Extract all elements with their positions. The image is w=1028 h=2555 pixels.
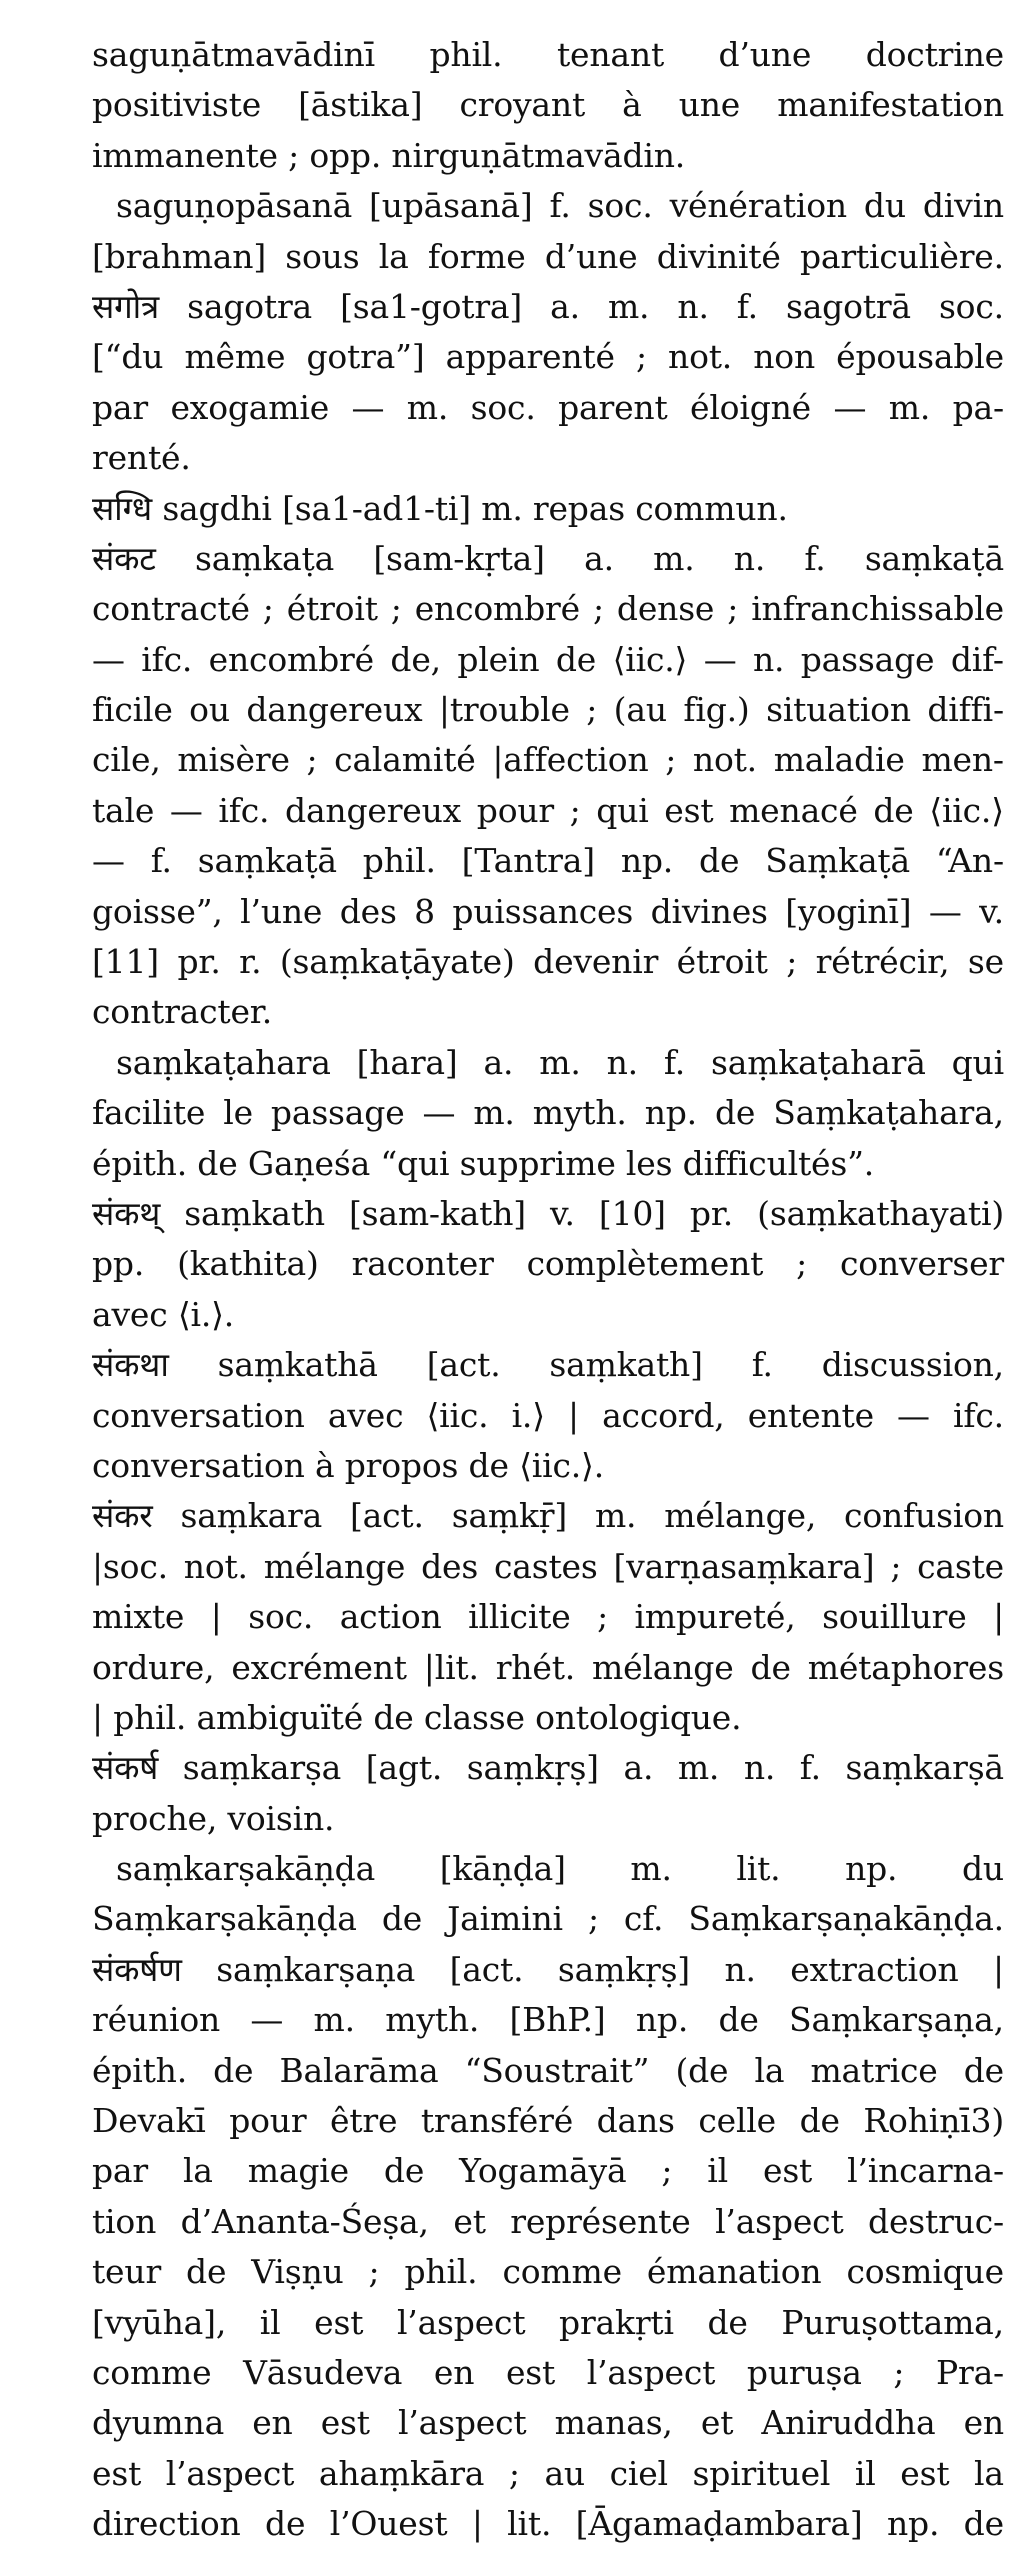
text-line: संकट saṃkaṭa [sam-kṛta] a. m. n. f. saṃkaṭā [92,538,1004,578]
text-line: proche, voisin. [92,1798,335,1838]
text-line: épith. de Gaṇeśa “qui supprime les difficultés”. [92,1143,875,1183]
text-line: teur de Viṣṇu ; phil. comme émanation cosmique [92,2252,1004,2292]
text-line: épith. de Balarāma “Soustrait” (de la matrice de [92,2050,1004,2090]
text-line: संकर्ष saṃkarṣa [agt. saṃkṛṣ] a. m. n. f. saṃkarṣā [92,1748,1004,1788]
text-line: saguṇopāsanā [upāsanā] f. soc. vénération du divin [116,186,1004,226]
text-line: renté. [92,438,191,478]
text-line: सगोत्र sagotra [sa1-gotra] a. m. n. f. sagotrā soc. [92,286,1004,326]
text-line: goisse”, l’une des 8 puissances divines [yoginī] — v. [92,891,1004,931]
text-line: facilite le passage — m. myth. np. de Saṃkaṭahara, [92,1093,1004,1133]
text-line: pp. (kathita) raconter complètement ; converser [92,1244,1004,1284]
text-line: [“du même gotra”] apparenté ; not. non épousable [92,337,1004,377]
text-line: saṃkaṭahara [hara] a. m. n. f. saṃkaṭaharā qui [116,1042,1004,1082]
text-line: Saṃkarṣakāṇḍa de Jaimini ; cf. Saṃkarṣaṇakāṇḍa. [92,1899,1004,1939]
text-line: [vyūha], il est l’aspect prakṛti de Puruṣottama, [92,2302,1004,2342]
text-line: positiviste [āstika] croyant à une manifestation [92,85,1004,125]
text-line: dyumna en est l’aspect manas, et Aniruddha en [92,2403,1004,2443]
text-line: — ifc. encombré de, plein de ⟨iic.⟩ — n. passage dif- [92,639,1004,679]
text-line: |soc. not. mélange des castes [varṇasaṃkara] ; caste [92,1546,1004,1586]
text-line: ordure, excrément |lit. rhét. mélange de métaphores [92,1647,1004,1687]
text-line: Devakī pour être transféré dans celle de Rohiṇī3) [92,2101,1004,2141]
text-line: par exogamie — m. soc. parent éloigné — m. pa- [92,387,1004,427]
text-line: immanente ; opp. nirguṇātmavādin. [92,135,686,175]
text-line: संकथ् saṃkath [sam-kath] v. [10] pr. (saṃkathayati) [92,1193,1004,1233]
text-line: [11] pr. r. (saṃkaṭāyate) devenir étroit ; rétrécir, se [92,942,1004,982]
text-line: saguṇātmavādinī phil. tenant d’une doctrine [92,35,1004,74]
text-line: saṃkarṣakāṇḍa [kāṇḍa] m. lit. np. du [116,1849,1004,1889]
text-line: mixte | soc. action illicite ; impureté, souillure | [92,1597,1004,1637]
text-line: सग्धि sagdhi [sa1-ad1-ti] m. repas commun. [92,488,788,528]
dictionary-page [92,30,1004,2550]
text-line: direction de l’Ouest | lit. [Āgamaḍambara] np. de [92,2504,1004,2544]
text-line: ficile ou dangereux |trouble ; (au fig.) situation diffi- [92,690,1004,730]
text-line: conversation à propos de ⟨iic.⟩. [92,1445,604,1485]
text-line: संकर saṃkara [act. saṃkṝ] m. mélange, confusion [92,1496,1004,1536]
text-line: contracter. [92,992,273,1032]
text-line: contracté ; étroit ; encombré ; dense ; infranchissable [92,589,1004,629]
text-line: संकथा saṃkathā [act. saṃkath] f. discussion, [92,1345,1004,1385]
text-line: avec ⟨i.⟩. [92,1294,235,1334]
text-line: est l’aspect ahaṃkāra ; au ciel spirituel il est la [92,2453,1004,2493]
text-line: tale — ifc. dangereux pour ; qui est menacé de ⟨iic.⟩ [92,790,1004,830]
text-line: comme Vāsudeva en est l’aspect puruṣa ; Pra- [92,2352,1004,2392]
text-line: réunion — m. myth. [BhP.] np. de Saṃkarṣaṇa, [92,2000,1004,2040]
text-line: cile, misère ; calamité |affection ; not. maladie men- [92,740,1004,780]
text-line: tion d’Ananta-Śeṣa, et représente l’aspect destruc- [92,2201,1004,2241]
text-line: संकर्षण saṃkarṣaṇa [act. saṃkṛṣ] n. extraction | [92,1949,1004,1989]
text-line: par la magie de Yogamāyā ; il est l’incarna- [92,2151,1004,2191]
text-line: conversation avec ⟨iic. i.⟩ | accord, entente — ifc. [92,1395,1004,1435]
text-line: — f. saṃkaṭā phil. [Tantra] np. de Saṃkaṭā “An- [92,841,1004,881]
text-line: | phil. ambiguïté de classe ontologique. [92,1697,742,1737]
text-line: [brahman] sous la forme d’une divinité particulière. [92,236,1004,276]
